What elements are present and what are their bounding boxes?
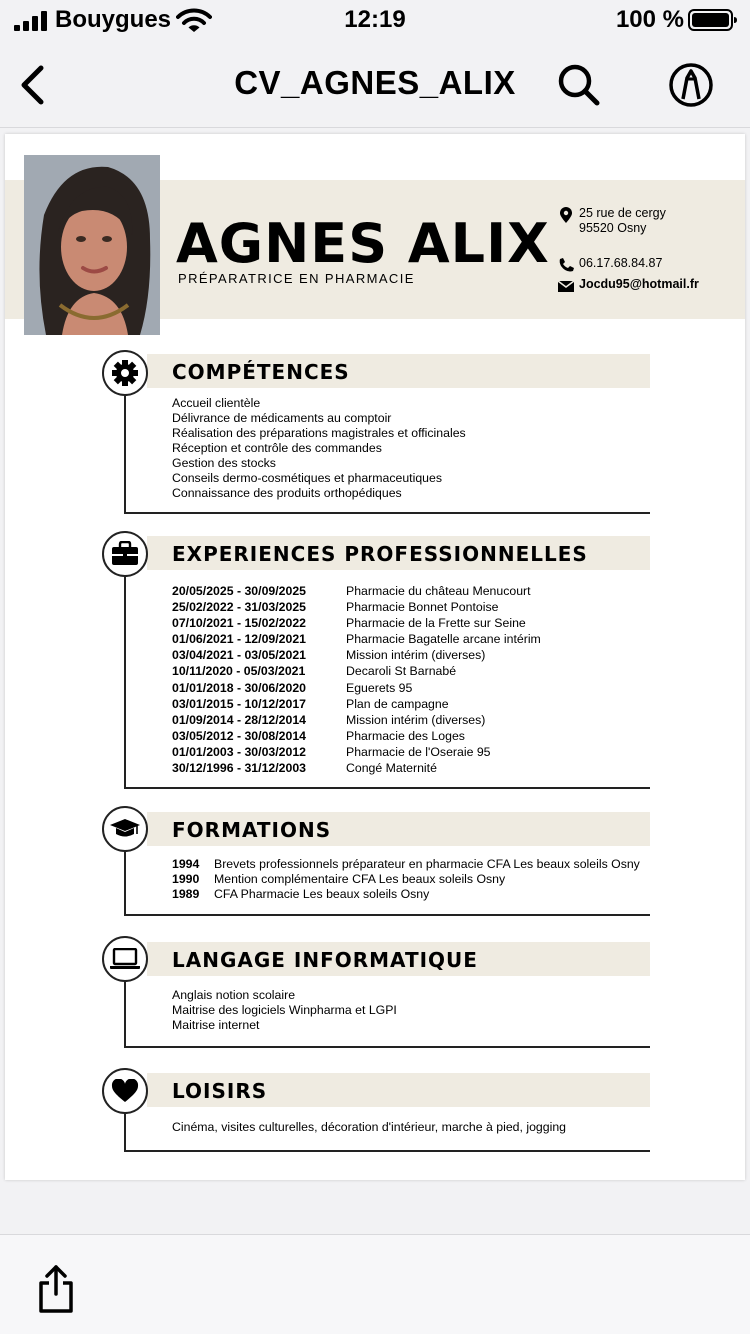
list-item: Anglais notion scolaire — [172, 988, 296, 1002]
section-divider — [124, 787, 650, 789]
list-item — [172, 872, 640, 887]
email-address: Jocdu95@hotmail.fr — [579, 277, 699, 291]
experiences-list — [172, 583, 541, 776]
list-item — [172, 887, 640, 902]
section-icon-badge — [102, 936, 148, 982]
year: 1990 — [172, 872, 200, 886]
employer: Decaroli St Barnabé — [346, 664, 457, 679]
carrier-name: Bouygues — [55, 6, 172, 33]
section-icon-badge — [102, 531, 148, 577]
address-line-1: 25 rue de cergy — [579, 206, 666, 220]
employer: Pharmacie du château Menucourt — [346, 584, 531, 598]
cv-document[interactable] — [5, 134, 745, 1180]
section-title: FORMATIONS — [172, 818, 332, 842]
diploma: CFA Pharmacie Les beaux soleils Osny — [214, 887, 430, 901]
year: 1994 — [172, 857, 200, 871]
date-range: 30/12/1996 - 31/12/2003 — [172, 761, 307, 776]
section-competences — [102, 350, 650, 516]
timeline-line — [124, 976, 126, 1048]
section-icon-badge — [102, 350, 148, 396]
employer: Mission intérim (diverses) — [346, 712, 486, 727]
table-row — [172, 728, 541, 744]
date-range: 03/04/2021 - 03/05/2021 — [172, 648, 307, 663]
candidate-role: PRÉPARATRICE EN PHARMACIE — [178, 271, 415, 286]
table-row — [172, 599, 541, 615]
table-row — [172, 647, 541, 663]
table-row — [172, 615, 541, 631]
list-item: Conseils dermo-cosmétiques et pharmaceutiques — [172, 471, 442, 485]
location-pin-icon — [557, 207, 575, 223]
employer: Pharmacie des Loges — [346, 728, 465, 743]
loisirs-list — [172, 1120, 566, 1135]
address — [557, 206, 666, 236]
employer: Mission intérim (diverses) — [346, 648, 486, 663]
date-range: 10/11/2020 - 05/03/2021 — [172, 664, 306, 679]
table-row — [172, 663, 541, 679]
section-langage-informatique — [102, 936, 650, 1050]
timeline-line — [124, 571, 126, 789]
date-range: 25/02/2022 - 31/03/2025 — [172, 600, 307, 615]
employer: Eguerets 95 — [346, 680, 413, 695]
document-title: CV_AGNES_ALIX — [234, 64, 516, 101]
employer: Pharmacie Bagatelle arcane intérim — [346, 632, 541, 647]
email — [557, 277, 699, 294]
bottom-toolbar — [0, 1234, 750, 1334]
section-icon-badge — [102, 806, 148, 852]
envelope-icon — [557, 278, 575, 294]
langage-list — [172, 988, 397, 1033]
battery-percent: 100 % — [615, 6, 684, 33]
list-item: Réception et contrôle des commandes — [172, 441, 382, 455]
section-title: EXPERIENCES PROFESSIONNELLES — [172, 542, 588, 566]
briefcase-icon — [111, 541, 139, 567]
heart-icon — [111, 1079, 139, 1103]
date-range: 01/01/2018 - 30/06/2020 — [172, 680, 307, 695]
section-divider — [124, 1150, 650, 1152]
profile-photo — [24, 155, 160, 335]
list-item: Accueil clientèle — [172, 396, 261, 410]
gear-icon — [111, 359, 139, 387]
list-item: Réalisation des préparations magistrales et officinales — [172, 426, 466, 440]
table-row — [172, 583, 541, 599]
section-icon-badge — [102, 1068, 148, 1114]
battery-icon — [688, 9, 738, 31]
list-item: Maitrise internet — [172, 1018, 260, 1032]
list-item: Cinéma, visites culturelles, décoration d'intérieur, marche à pied, jogging — [172, 1120, 567, 1134]
section-title: COMPÉTENCES — [172, 360, 350, 384]
chevron-left-icon[interactable] — [12, 62, 52, 108]
table-row — [172, 760, 541, 776]
list-item: Maitrise des logiciels Winpharma et LGPI — [172, 1003, 397, 1017]
date-range: 01/09/2014 - 28/12/2014 — [172, 712, 307, 727]
graduation-cap-icon — [109, 817, 141, 841]
markup-pen-icon[interactable] — [666, 60, 716, 110]
date-range: 07/10/2021 - 15/02/2022 — [172, 616, 307, 631]
phone-number: 06.17.68.84.87 — [579, 256, 663, 270]
section-title: LOISIRS — [172, 1079, 268, 1103]
formations-list — [172, 857, 640, 902]
section-title: LANGAGE INFORMATIQUE — [172, 948, 478, 972]
diploma: Mention complémentaire CFA Les beaux soleils Osny — [214, 872, 506, 886]
list-item — [172, 857, 640, 872]
timeline-line — [124, 846, 126, 916]
section-divider — [124, 1046, 650, 1048]
section-divider — [124, 914, 650, 916]
date-range: 01/06/2021 - 12/09/2021 — [172, 632, 307, 647]
candidate-name: AGNES ALIX — [176, 212, 550, 275]
date-range: 03/01/2015 - 10/12/2017 — [172, 696, 307, 711]
diploma: Brevets professionnels préparateur en pharmacie CFA Les beaux soleils Osny — [214, 857, 640, 871]
address-line-2: 95520 Osny — [579, 221, 647, 235]
search-icon[interactable] — [554, 60, 604, 110]
list-item: Connaissance des produits orthopédiques — [172, 486, 402, 500]
navigation-bar — [0, 42, 750, 128]
date-range: 01/01/2003 - 30/03/2012 — [172, 744, 307, 759]
list-item: Gestion des stocks — [172, 456, 276, 470]
clock: 12:19 — [344, 6, 406, 33]
employer: Pharmacie de l'Oseraie 95 — [346, 744, 491, 759]
employer: Congé Maternité — [346, 761, 437, 776]
table-row — [172, 744, 541, 760]
timeline-line — [124, 390, 126, 514]
date-range: 03/05/2012 - 30/08/2014 — [172, 728, 307, 743]
date-range: 20/05/2025 - 30/09/2025 — [172, 584, 307, 598]
share-icon[interactable] — [32, 1261, 80, 1317]
phone — [557, 256, 662, 273]
competences-list — [172, 396, 466, 501]
section-loisirs — [102, 1066, 650, 1154]
table-row — [172, 680, 541, 696]
table-row — [172, 696, 541, 712]
phone-icon — [557, 257, 575, 273]
table-row — [172, 712, 541, 728]
section-formations — [102, 806, 650, 918]
employer: Pharmacie de la Frette sur Seine — [346, 616, 526, 631]
year: 1989 — [172, 887, 200, 901]
employer: Plan de campagne — [346, 696, 449, 711]
employer: Pharmacie Bonnet Pontoise — [346, 600, 499, 615]
section-divider — [124, 512, 650, 514]
section-experiences — [102, 531, 650, 791]
table-row — [172, 631, 541, 647]
list-item: Délivrance de médicaments au comptoir — [172, 411, 392, 425]
status-bar — [0, 0, 750, 42]
laptop-icon — [110, 948, 140, 970]
